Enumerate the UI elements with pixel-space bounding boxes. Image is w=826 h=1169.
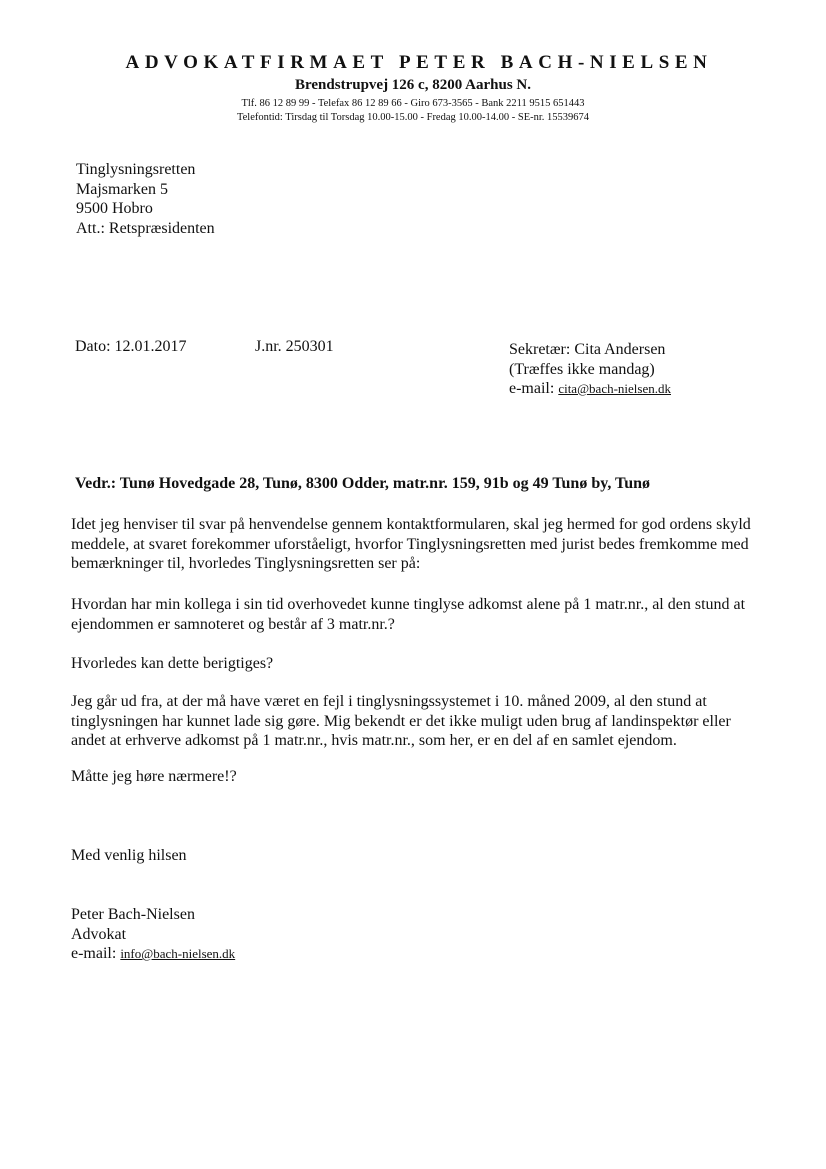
- firm-address: Brendstrupvej 126 c, 8200 Aarhus N.: [295, 77, 531, 93]
- signature-email-label: e-mail:: [71, 945, 117, 962]
- recipient-street: Majsmarken 5: [76, 180, 168, 198]
- recipient-address: [76, 160, 215, 238]
- firm-name: ADVOKATFIRMAET PETER BACH-NIELSEN: [125, 52, 713, 73]
- firm-contact-line: Tlf. 86 12 89 99 - Telefax 86 12 89 66 - Giro 673-3565 - Bank 2211 9515 651443: [241, 98, 585, 109]
- secretary-email-link[interactable]: cita@bach-nielsen.dk: [558, 381, 671, 396]
- signature-block: [71, 905, 235, 964]
- body-paragraph-4: Jeg går ud fra, at der må have været en fejl i tinglysningssystemet i 10. måned 2009, al den stund at tinglysningen har kunnet lade sig gøre. Mig bekendt er det ikke muligt uden brug af landinspektør eller andet at erhverve adkomst på 1 matr.nr., hvis matr.nr., som her, er en del af en samlet ejendom.: [71, 693, 731, 749]
- body-paragraph-3: Hvorledes kan dette berigtiges?: [71, 655, 274, 672]
- body-paragraph-2: Hvordan har min kollega i sin tid overhovedet kunne tinglyse adkomst alene på 1 matr.nr., al den stund at ejendommen er samnoteret og består af 3 matr.nr.?: [71, 596, 746, 633]
- recipient-attention: Att.: Retspræsidenten: [76, 219, 215, 237]
- secretary-block: [509, 340, 671, 399]
- closing-greeting: Med venlig hilsen: [71, 847, 187, 864]
- secretary-note: (Træffes ikke mandag): [509, 360, 655, 378]
- signature-name: Peter Bach-Nielsen: [71, 906, 195, 923]
- firm-hours-line: Telefontid: Tirsdag til Torsdag 10.00-15.00 - Fredag 10.00-14.00 - SE-nr. 15539674: [236, 112, 590, 123]
- body-paragraph-5: Måtte jeg høre nærmere!?: [71, 768, 237, 785]
- secretary-name: Sekretær: Cita Andersen: [509, 341, 666, 358]
- letter-date: Dato: 12.01.2017: [75, 338, 187, 355]
- letterhead: [0, 52, 826, 125]
- signature-title: Advokat: [71, 925, 127, 943]
- letter-subject: Vedr.: Tunø Hovedgade 28, Tunø, 8300 Odder, matr.nr. 159, 91b og 49 Tunø by, Tunø: [75, 475, 651, 492]
- signature-email-line: [71, 944, 235, 964]
- recipient-city: 9500 Hobro: [76, 200, 153, 217]
- secretary-email-line: [509, 379, 671, 399]
- body-paragraph-1: Idet jeg henviser til svar på henvendelse gennem kontaktformularen, skal jeg hermed for god ordens skyld meddele, at svaret forekommer uforståeligt, hvorfor Tinglysningsretten med jurist bedes fremkomme med bemærkninger til, hvorledes Tinglysningsretten ser på:: [71, 516, 751, 572]
- recipient-name: Tinglysningsretten: [76, 161, 196, 178]
- secretary-email-label: e-mail:: [509, 380, 555, 397]
- journal-number: J.nr. 250301: [255, 338, 334, 355]
- signature-email-link[interactable]: info@bach-nielsen.dk: [120, 946, 236, 961]
